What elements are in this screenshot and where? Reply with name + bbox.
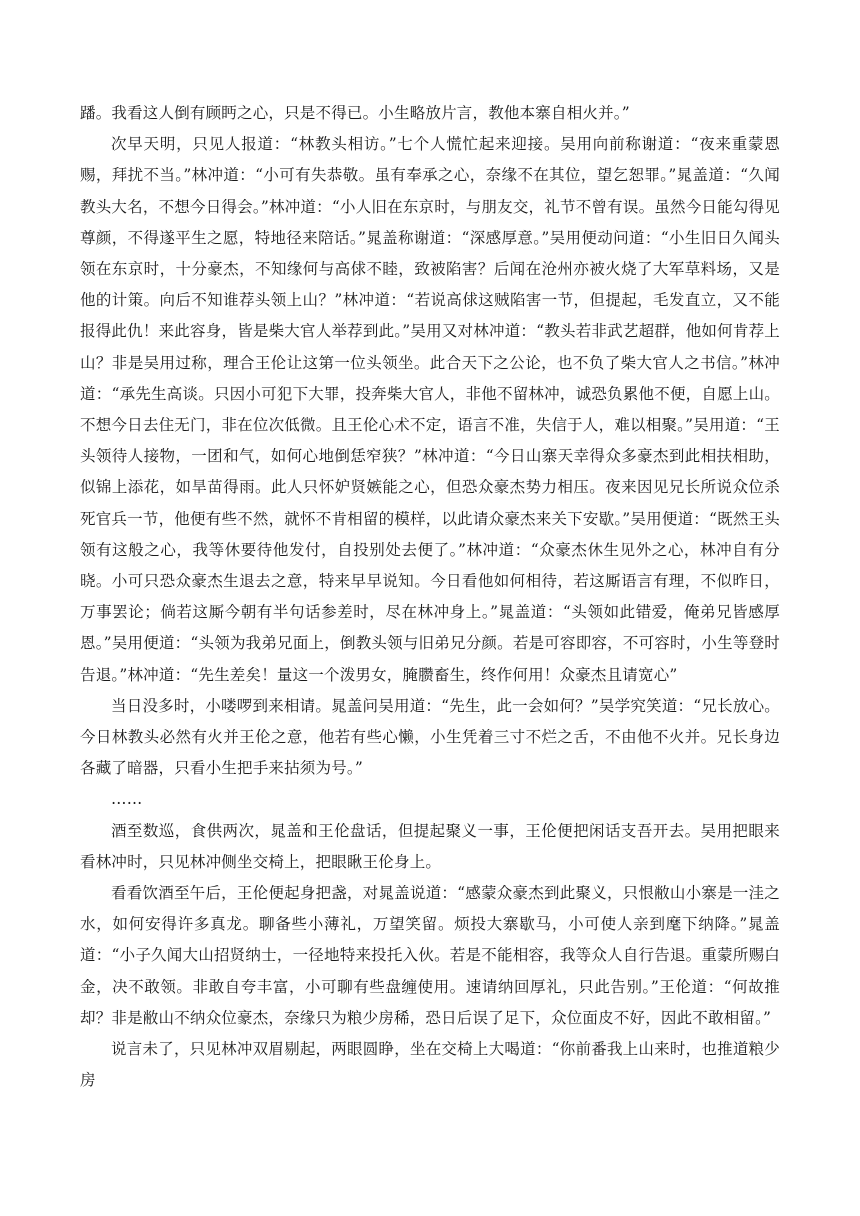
paragraph-2: 次早天明，只见人报道：“林教头相访。”七个人慌忙起来迎接。吴用向前称谢道：“夜来重蒙恩赐，拜扰不当。”林冲道：“小可有失恭敬。虽有奉承之心，奈缘不在其位，望乞恕罪。”晁盖道：“久闻教头大名，不想今日得会。”林冲道：“小人旧在东京时，与朋友交，礼节不曾有误。虽然今日能勾得见尊颜，不得遂平生之愿，特地径来陪话。”晁盖称谢道：“深感厚意。”吴用便动问道：“小生旧日久闻头领在东京时，十分豪杰，不知缘何与高俅不睦，致被陷害？后闻在沧州亦被火烧了大军草料场，又是他的计策。向后不知谁荐头领上山？”林冲道：“若说高俅这贼陷害一节，但提起，毛发直立，又不能报得此仇！来此容身，皆是柴大官人举荐到此。”吴用又对林冲道：“教头若非武艺超群，他如何肯荐上山？非是吴用过称，理合王伦让这第一位头领坐。此合天下之公论，也不负了柴大官人之书信。”林冲道：“承先生高谈。只因小可犯下大罪，投奔柴大官人，非他不留林冲，诚恐负累他不便，自愿上山。不想今日去住无门，非在位次低微。且王伦心术不定，语言不准，失信于人，难以相聚。”吴用道：“王头领待人接物，一团和气，如何心地倒恁窄狭？”林冲道：“今日山寨天幸得众多豪杰到此相扶相助，似锦上添花，如旱苗得雨。此人只怀妒贤嫉能之心，但恐众豪杰势力相压。夜来因见兄长所说众位杀死官兵一节，他便有些不然，就怀不肯相留的模样，以此请众豪杰来关下安歇。”吴用便道：“既然王头领有这般之心，我等休要待他发付，自投别处去便了。”林冲道：“众豪杰休生见外之心，林冲自有分晓。小可只恐众豪杰生退去之意，特来早早说知。今日看他如何相待，若这厮语言有理，不似昨日，万事罢论；倘若这厮今朝有半句话参差时，尽在林冲身上。”晁盖道：“头领如此错爱，俺弟兄皆感厚恩。”吴用便道：“头领为我弟兄面上，倒教头领与旧弟兄分颜。若是可容即容，不可容时，小生等登时告退。”林冲道：“先生差矣！量这一个泼男女，腌臜畜生，终作何用！众豪杰且请宽心” [80,135,780,684]
document-body [80,98,780,1097]
paragraph-5: 看看饮酒至午后，王伦便起身把盏，对晁盖说道：“感蒙众豪杰到此聚义，只恨敝山小寨是一洼之水，如何安得许多真龙。聊备些小薄礼，万望笑留。烦投大寨歇马，小可使人亲到麾下纳降。”晁盖道：“小子久闻大山招贤纳士，一径地特来投托入伙。若是不能相容，我等众人自行告退。重蒙所赐白金，决不敢领。非敢自夸丰富，小可聊有些盘缠使用。速请纳回厚礼，只此告别。”王伦道：“何故推却？非是敝山不纳众位豪杰，奈缘只为粮少房稀，恐日后误了足下，众位面皮不好，因此不敢相留。” [80,884,780,1027]
paragraph-4: 酒至数巡，食供两次，晁盖和王伦盘话，但提起聚义一事，王伦便把闲话支吾开去。吴用把眼来看林冲时，只见林冲侧坐交椅上，把眼瞅王伦身上。 [80,821,780,871]
paragraph-6: 说言未了，只见林冲双眉剔起，两眼圆睁，坐在交椅上大喝道：“你前番我上山来时，也推道粮少房 [80,1040,780,1090]
paragraph-1: 蹯。我看这人倒有顾眄之心，只是不得已。小生略放片言，教他本寨自相火并。” [80,104,630,122]
ellipsis-line: …… [111,790,143,809]
paragraph-3: 当日没多时，小喽啰到来相请。晁盖问吴用道：“先生，此一会如何？”吴学究笑道：“兄长放心。今日林教头必然有火并王伦之意，他若有些心懒，小生凭着三寸不烂之舌，不由他不火并。兄长身边各藏了暗器，只看小生把手来拈须为号。” [80,696,780,778]
